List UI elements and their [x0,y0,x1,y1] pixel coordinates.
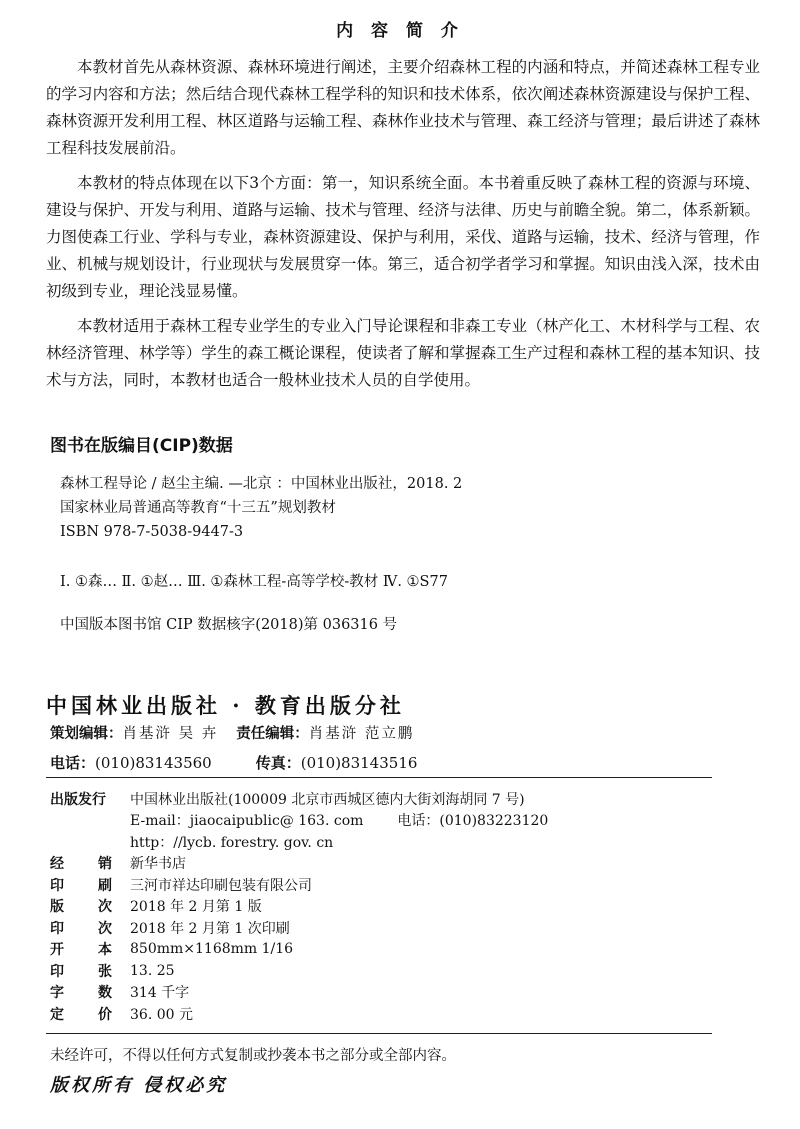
edition-value: 2018 年 2 月第 1 版 [130,899,262,916]
page-title: 内 容 简 介 [336,21,464,41]
format-value: 850mm×1168mm 1/16 [130,941,294,958]
cip-heading: 图书在版编目(CIP)数据 [50,436,233,456]
info-row: 版 次 2018 年 2 月第 1 版 [50,896,730,918]
cip-record [60,472,760,544]
fax-number: (010)83143516 [300,754,418,772]
info-row: 字 数 314 千字 [50,982,730,1004]
info-row: 经 销 新华书店 [50,853,730,875]
dealer-value: 新华书店 [130,856,186,873]
email-row [50,810,730,832]
copyright-notice: 未经许可，不得以任何方式复制或抄袭本书之部分或全部内容。 [50,1048,456,1064]
planning-editor-label: 策划编辑： [50,726,123,742]
website-row [50,831,730,853]
responsible-editor-names: 肖基浒 范立鹏 [308,726,415,742]
summary-paragraph-3: 本教材适用于森林工程专业学生的专业入门导论课程和非森工专业（林产化工、木材科学与工程、农林经济管理、林学等）学生的森工概论课程，使读者了解和掌握森工生产过程和森林工程的基本知识、技术与方法，同时，本教材也适合一般林业技术人员的自学使用。 [46,317,760,389]
email-value: E-mail：jiaocaipublic@ 163. com [130,813,364,830]
summary-paragraph-2: 本教材的特点体现在以下3个方面：第一，知识系统全面。本书着重反映了森林工程的资源与环境、建设与保护、开发与利用、道路与运输、技术与管理、经济与法律、历史与前瞻全貌。第二，体系新颖。力图使森工行业、学科与专业，森林资源建设、保护与利用，采伐、道路与运输，技术、经济与管理，作业、机械与规划设计，行业现状与发展贯穿一体。第三，适合初学者学习和掌握。知识由浅入深，技术由初级到专业，理论浅显易懂。 [46,174,760,300]
publication-info [50,788,730,1025]
contact-line [50,752,417,773]
sheets-value: 13. 25 [130,962,175,979]
distribution-label: 出版发行 [50,791,106,808]
info-row: 开 本 850mm×1168mm 1/16 [50,941,294,959]
printing-value: 2018 年 2 月第 1 次印刷 [130,920,290,937]
cip-isbn: ISBN 978-7-5038-9447-3 [60,524,244,540]
info-row: 定 价 36. 00 元 [50,1003,730,1025]
cip-verification-number: 中国版本图书馆 CIP 数据核字(2018)第 036316 号 [60,617,398,633]
content-summary [46,54,760,402]
divider-bottom [46,1033,712,1034]
cip-classification: Ⅰ. ①森… Ⅱ. ①赵… Ⅲ. ①森林工程-高等学校-教材 Ⅳ. ①S77 [60,574,448,590]
divider-top [46,777,712,778]
responsible-editor-label: 责任编辑： [236,726,309,742]
info-row: 印 刷 三河市祥达印刷包装有限公司 [50,874,730,896]
phone-label: 电话： [50,754,96,772]
distribution-phone: 电话：(010)83223120 [397,813,549,830]
rights-reserved: 版权所有 侵权必究 [50,1075,228,1096]
cip-series-line: 国家林业局普通高等教育“十三五”规划教材 [60,500,336,516]
price-value: 36. 00 元 [130,1006,193,1023]
printer-value: 三河市祥达印刷包装有限公司 [130,877,312,894]
phone-number: (010)83143560 [95,754,212,772]
website-value: http：//lycb. forestry. gov. cn [130,834,334,851]
planning-editor-names: 肖基浒 吴 卉 [122,726,219,742]
summary-paragraph-1: 本教材首先从森林资源、森林环境进行阐述，主要介绍森林工程的内涵和特点，并简述森林工程专业的学习内容和方法；然后结合现代森林工程学科的知识和技术体系，依次阐述森林资源建设与保护工程、森林资源开发利用工程、林区道路与运输工程、森林作业技术与管理、森工经济与管理；最后讲述了森林工程科技发展前沿。 [46,58,760,157]
cip-title-line: 森林工程导论 / 赵尘主编. —北京 ：中国林业出版社，2018. 2 [60,476,463,492]
fax-label: 传真： [255,754,301,772]
publisher-name: 中国林业出版社 · 教育出版分社 [46,693,405,718]
distribution-row [50,788,730,810]
info-row: 印 次 2018 年 2 月第 1 次印刷 [50,917,730,939]
editors-line [50,722,432,743]
distribution-value: 中国林业出版社(100009 北京市西城区德内大街刘海胡同 7 号) [130,791,525,808]
info-row: 印 张 13. 25 [50,962,175,980]
word-count-value: 314 千字 [130,985,190,1002]
